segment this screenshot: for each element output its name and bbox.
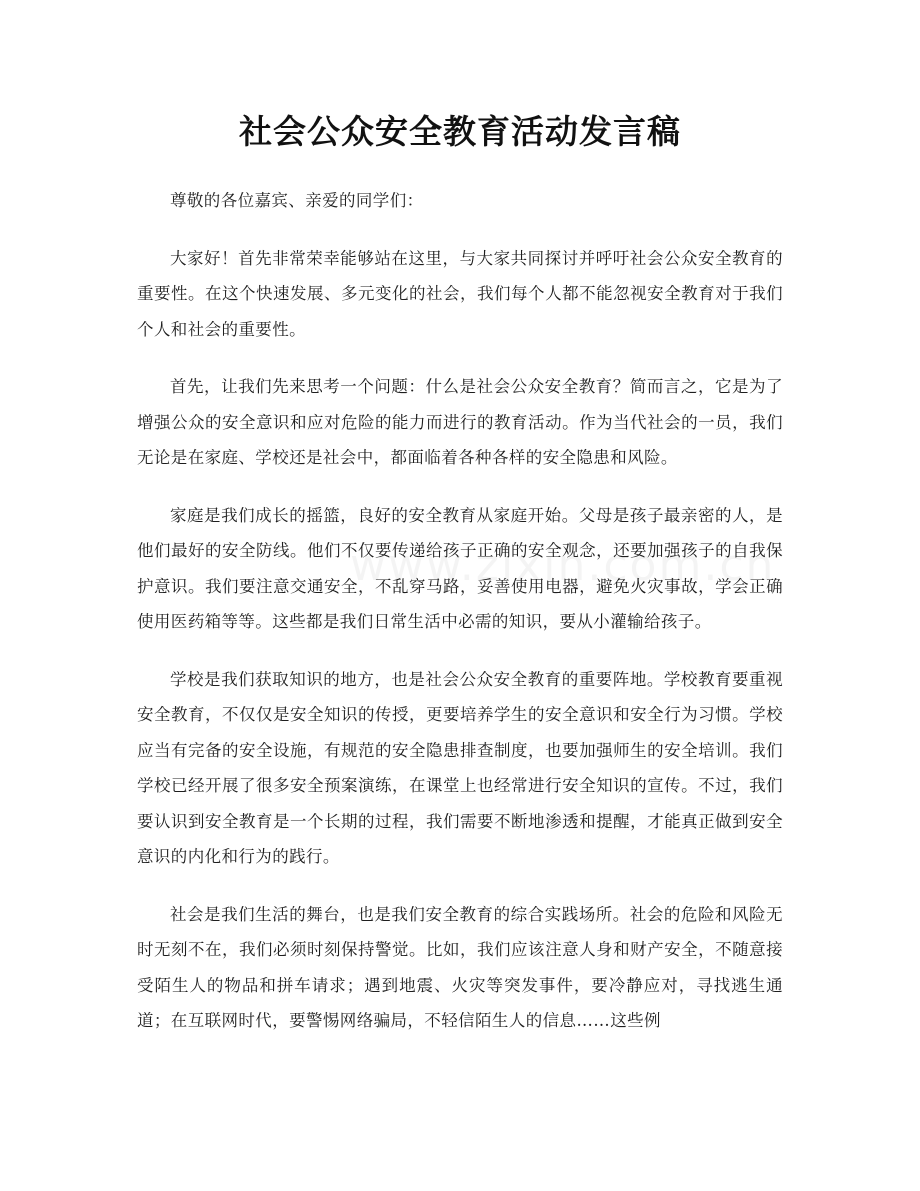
- document-title: 社会公众安全教育活动发言稿: [239, 112, 681, 151]
- paragraph-society: 社会是我们生活的舞台，也是我们安全教育的综合实践场所。社会的危险和风险无时无刻不在，我们必须时刻保持警觉。比如，我们应该注意人身和财产安全，不随意接受陌生人的物品和拼车请求；遇到地震、火灾等突发事件，要冷静应对，寻找逃生通道；在互联网时代，要警惕网络骗局，不轻信陌生人的信息……这些例: [137, 904, 783, 1030]
- paragraph-opening: 大家好！首先非常荣幸能够站在这里，与大家共同探讨并呼吁社会公众安全教育的重要性。在这个快速发展、多元变化的社会，我们每个人都不能忽视安全教育对于我们个人和社会的重要性。: [137, 248, 783, 339]
- paragraph-definition: 首先，让我们先来思考一个问题：什么是社会公众安全教育？简而言之，它是为了增强公众的安全意识和应对危险的能力而进行的教育活动。作为当代社会的一员，我们无论是在家庭、学校还是社会中，都面临着各种各样的安全隐患和风险。: [137, 377, 783, 467]
- paragraph-salutation: 尊敬的各位嘉宾、亲爱的同学们：: [170, 191, 424, 210]
- paragraph-family: 家庭是我们成长的摇篮，良好的安全教育从家庭开始。父母是孩子最亲密的人，是他们最好的安全防线。他们不仅要传递给孩子正确的安全观念，还要加强孩子的自我保护意识。我们要注意交通安全，不乱穿马路，妥善使用电器，避免火灾事故，学会正确使用医药箱等等。这些都是我们日常生活中必需的知识，要从小灌输给孩子。: [137, 505, 783, 631]
- paragraph-school: 学校是我们获取知识的地方，也是社会公众安全教育的重要阵地。学校教育要重视安全教育，不仅仅是安全知识的传授，更要培养学生的安全意识和安全行为习惯。学校应当有完备的安全设施，有规范的安全隐患排查制度，也要加强师生的安全培训。我们学校已经开展了很多安全预案演练，在课堂上也经常进行安全知识的宣传。不过，我们要认识到安全教育是一个长期的过程，我们需要不断地渗透和提醒，才能真正做到安全意识的内化和行为的践行。: [137, 669, 783, 866]
- document-body: [137, 183, 783, 1061]
